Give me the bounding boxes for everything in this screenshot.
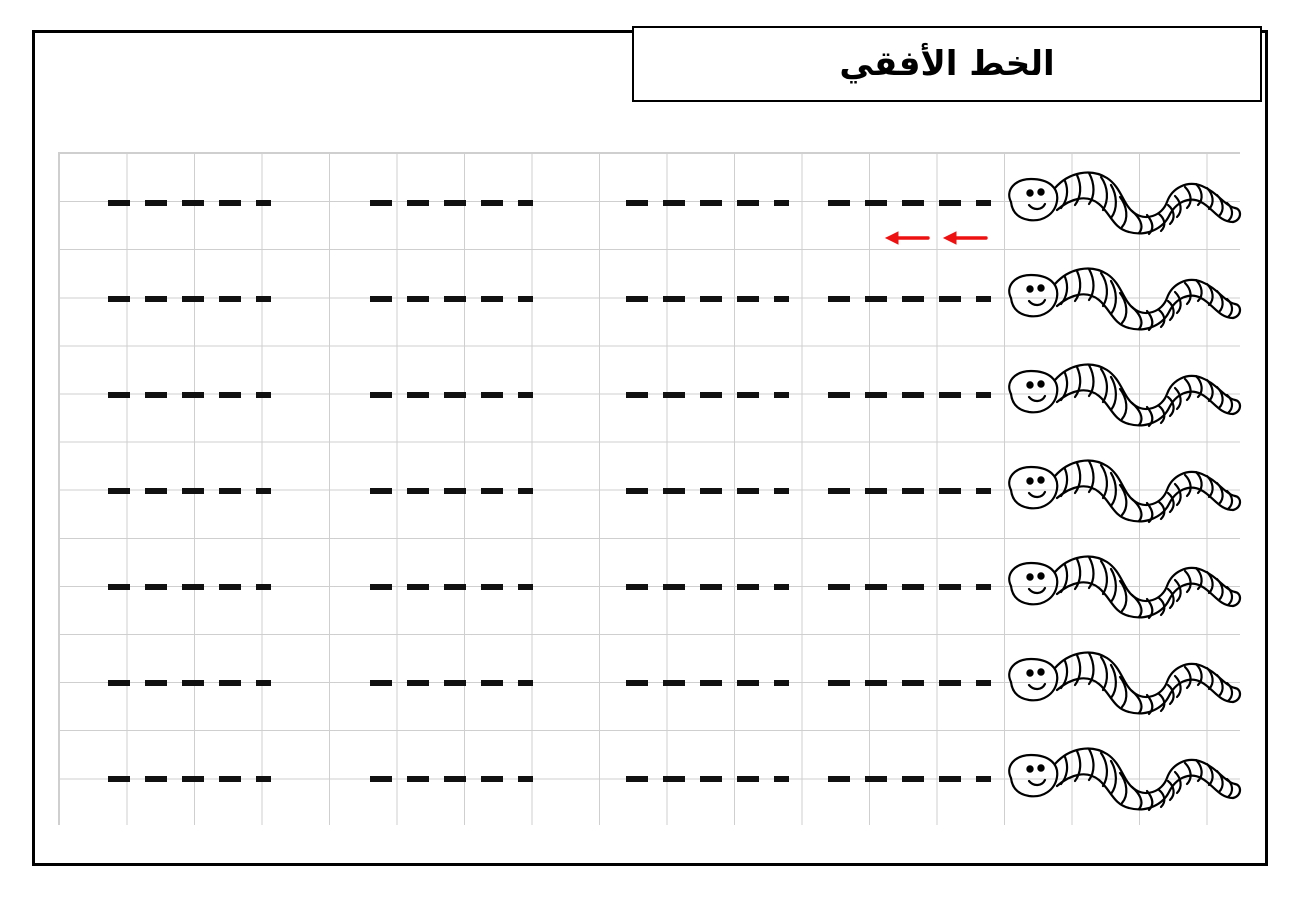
dashed-trace-line [370,392,533,398]
worm-icon [999,548,1244,634]
dashed-trace-line [626,680,789,686]
worm-icon [999,644,1244,730]
worm-icon [999,260,1244,346]
dashed-trace-line [370,680,533,686]
page-title: الخط الأفقي [839,44,1055,84]
tracing-row [58,732,1240,828]
dashed-trace-line [828,200,991,206]
tracing-rows [58,152,1240,825]
dashed-trace-line [828,488,991,494]
worm-icon [999,164,1244,250]
dashed-trace-line [108,488,271,494]
tracing-row [58,540,1240,636]
dashed-trace-line [370,200,533,206]
dashed-trace-line [370,776,533,782]
worm-icon [999,740,1244,826]
dashed-trace-line [108,296,271,302]
dashed-trace-line [626,392,789,398]
tracing-row [58,636,1240,732]
dashed-trace-line [370,296,533,302]
dashed-trace-line [828,680,991,686]
dashed-trace-line [626,296,789,302]
dashed-trace-line [370,488,533,494]
dashed-trace-line [108,200,271,206]
worm-icon [999,356,1244,442]
tracing-row [58,444,1240,540]
dashed-trace-line [828,392,991,398]
dashed-trace-line [626,200,789,206]
dashed-trace-line [828,776,991,782]
dashed-trace-line [626,584,789,590]
title-box [632,26,1262,102]
tracing-row [58,252,1240,348]
left-arrow-icon [942,230,988,246]
left-arrow-icon [884,230,930,246]
tracing-row [58,348,1240,444]
dashed-trace-line [108,680,271,686]
dashed-trace-line [828,584,991,590]
dashed-trace-line [108,584,271,590]
dashed-trace-line [626,488,789,494]
worm-icon [999,452,1244,538]
tracing-row [58,156,1240,252]
dashed-trace-line [108,776,271,782]
dashed-trace-line [828,296,991,302]
dashed-trace-line [626,776,789,782]
dashed-trace-line [108,392,271,398]
dashed-trace-line [370,584,533,590]
